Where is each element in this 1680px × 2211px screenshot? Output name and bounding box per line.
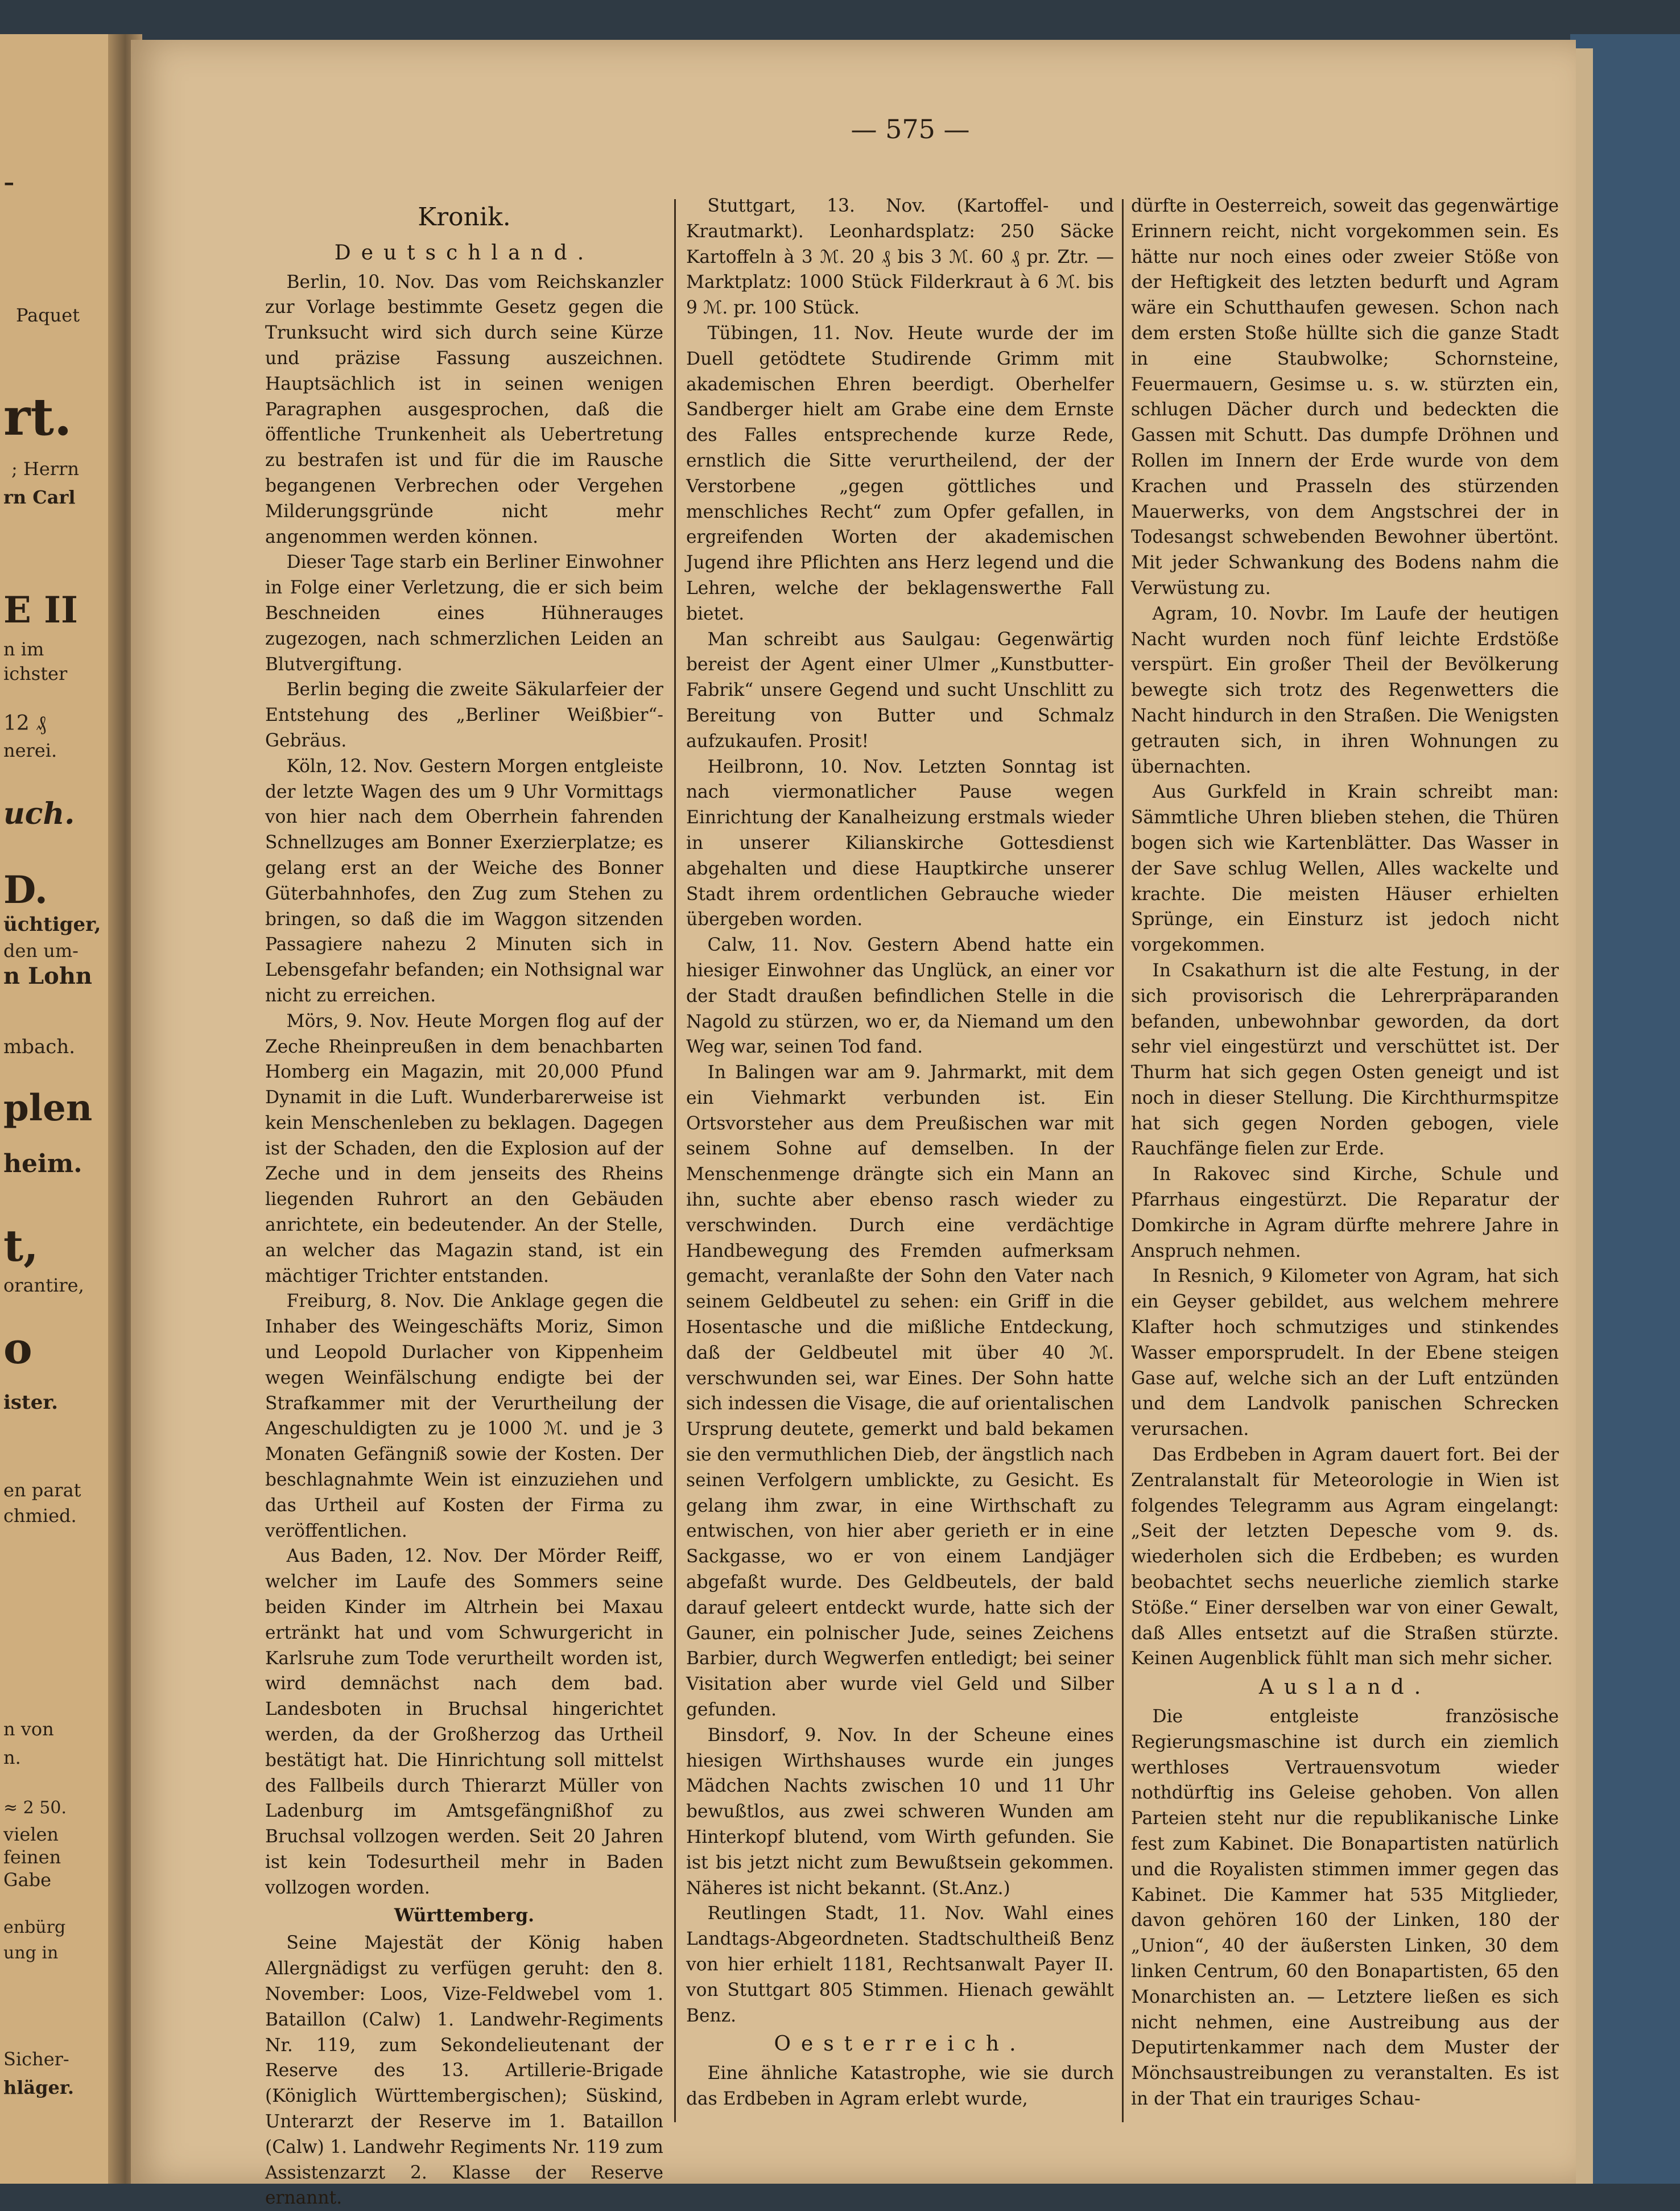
left-page-fragment <box>0 34 121 2184</box>
left-fragment-11: D. <box>3 868 48 912</box>
left-fragment-23: chmied. <box>3 1505 77 1527</box>
left-fragment-27: vielen <box>3 1824 59 1845</box>
article: In Resnich, 9 Kilometer von Agram, hat sich ein Geyser gebildet, aus welchem mehrere Klafter hoch schmutziges und stinkendes Wasser emporsprudelt. In der Ebene steigen Gase auf, welche sich an der Luft entzünden und dem Landvolk panischen Schrecken verursachen. <box>1131 1266 1559 1440</box>
article: Berlin, 10. Nov. Das vom Reichskanzler zur Vorlage bestimmte Gesetz gegen die Trunksucht wird sich durch seine Kürze und präzise Fassung auszeichnen. Hauptsächlich ist in seinen wenigen Paragraphen ausgesprochen, daß die öffentliche Trunkenheit als Uebertretung zu bestrafen ist und für die im Rausche begangenen Verbrechen oder Vergehen Milderungsgründe nicht mehr angenommen werden können. <box>265 271 663 547</box>
article: Mörs, 9. Nov. Heute Morgen flog auf der Zeche Rheinpreußen in dem benachbarten Homberg ein Magazin, mit 20,000 Pfund Dynamit in die Luft. Wunderbarerweise ist kein Menschenleben zu beklagen. Dagegen ist der Schaden, den die Explosion auf der Zeche und in dem jenseits des Rheins liegenden Ruhrort an den Gebäuden anrichtete, ein bedeutender. An der Stelle, an welcher das Magazin stand, ist ein mächtiger Trichter entstanden. <box>265 1010 663 1286</box>
left-fragment-13: den um- <box>3 940 79 962</box>
article: In Rakovec sind Kirche, Schule und Pfarrhaus eingestürzt. Die Reparatur der Domkirche in Agram dürfte mehrere Jahre in Anspruch nehmen. <box>1131 1164 1559 1261</box>
left-fragment-5: E II <box>3 589 78 632</box>
left-fragment-17: heim. <box>3 1149 82 1178</box>
left-fragment-31: ung in <box>3 1943 59 1963</box>
section-deutschland: Deutschland. <box>334 241 595 265</box>
article: Aus Gurkfeld in Krain schreibt man: Sämmtliche Uhren blieben stehen, die Thüren bogen sich wie Kartenblätter. Das Wasser in der Save schlug Wellen, Alles wackelte und krachte. Die meisten Häuser erhielten Sprünge, ein Einsturz ist jedoch nicht vorgekommen. <box>1131 782 1559 956</box>
left-fragment-9: nerei. <box>3 740 57 761</box>
article: Heilbronn, 10. Nov. Letzten Sonntag ist nach viermonatlicher Pause wegen Einrichtung der Kanalheizung erstmals wieder in unserer Kilianskirche Gottesdienst abgehalten und diese Hauptkirche unserer Stadt ihrem ordentlichen Gebrauche wieder übergeben worden. <box>686 756 1114 930</box>
article: Agram, 10. Novbr. Im Laufe der heutigen Nacht wurden noch fünf leichte Erdstöße verspürt. Ein großer Theil der Bevölkerung bewegte sich trotz des Regenwetters die Nacht hindurch in den Straßen. Die Wenigsten getrauten sich, in ihren Wohnungen zu übernachten. <box>1131 603 1559 777</box>
page-number: — 575 — <box>851 114 970 145</box>
article: Tübingen, 11. Nov. Heute wurde der im Duell getödtete Studirende Grimm mit akademischen Ehren beerdigt. Oberhelfer Sandberger hielt am Grabe eine dem Ernste des Falles entsprechende kurze Rede, ernstlich die Sitte verurtheilend, der der Verstorbene „gegen göttliches und menschliches Recht“ zum Opfer gefallen, in ergreifenden Worten der akademischen Jugend ihre Pflichten ans Herz legend und die Lehren, welche der beklagenswerthe Fall bietet. <box>686 323 1114 624</box>
left-fragment-25: n. <box>3 1747 21 1768</box>
section-ausland: Ausland. <box>1258 1676 1431 1700</box>
article: Binsdorf, 9. Nov. In der Scheune eines hiesigen Wirthshauses wurde ein junges Mädchen Nachts zwischen 10 und 11 Uhr bewußtlos, aus zwei schweren Wunden am Hinterkopf blutend, vom Wirth gefunden. Sie ist bis jetzt nicht zum Bewußtsein gekommen. Näheres ist nicht bekannt. (St.Anz.) <box>686 1725 1114 1899</box>
article: Calw, 11. Nov. Gestern Abend hatte ein hiesiger Einwohner das Unglück, an einer vor der Stadt draußen befindlichen Stelle in die Nagold zu stürzen, wo er, da Niemand um den Weg war, seinen Tod fand. <box>686 935 1114 1058</box>
column-rule-1 <box>674 199 676 2122</box>
article: Die entgleiste französische Regierungsmaschine ist durch ein ziemlich werthloses Vertrauensvotum wieder nothdürftig ins Geleise gehoben. Von allen Parteien steht nur die republikanische Linke fest zum Kabinet. Die Bonapartisten natürlich und die Royalisten stimmen immer gegen das Kabinet. Die Kammer hat 535 Mitglieder, davon gehören 160 der Linken, 180 der „Union“, 40 der äußersten Linken, 30 dem linken Centrum, 60 den Bonapartisten, 65 den Monarchisten an. — Letztere ließen es sich nicht nehmen, eine Austreibung aus der Deputirtenkammer nach dem Muster der Mönchsaustreibungen zu veranstalten. Es ist in der That ein trauriges Schau- <box>1131 1706 1559 2109</box>
left-fragment-30: enbürg <box>3 1917 66 1937</box>
left-fragment-33: hläger. <box>3 2077 74 2098</box>
article: Freiburg, 8. Nov. Die Anklage gegen die Inhaber des Weingeschäfts Moriz, Simon und Leopold Durlacher von Kippenheim wegen Weinfälschung endigte bei der Strafkammer mit der Verurtheilung der Angeschuldigten zu je 1000 ℳ. und je 3 Monaten Gefängniß sowie der Kosten. Der beschlagnahmte Wein ist einzuziehen und das Urtheil auf Kosten der Firma zu veröffentlichen. <box>265 1291 663 1541</box>
column-rule-2 <box>1122 199 1124 2122</box>
left-fragment-14: n Lohn <box>3 963 92 989</box>
left-fragment-24: n von <box>3 1718 54 1740</box>
article: Dieser Tage starb ein Berliner Einwohner in Folge einer Verletzung, die er sich beim Beschneiden eines Hühnerauges zugezogen, nach schmerzlichen Leiden an Blutvergiftung. <box>265 552 663 675</box>
left-fragment-0: - <box>3 162 15 201</box>
article: Eine ähnliche Katastrophe, wie sie durch das Erdbeben in Agram erlebt wurde, <box>686 2063 1114 2109</box>
left-fragment-22: en parat <box>3 1479 81 1501</box>
article: In Balingen war am 9. Jahrmarkt, mit dem ein Viehmarkt verbunden ist. Ein Ortsvorsteher aus dem Preußischen war mit seinem Sohne auf demselben. In der Menschenmenge drängte sich ein Mann an ihn, suchte aber ebenso rasch wieder zu verschwinden. Durch eine verdächtige Handbewegung des Fremden aufmerksam gemacht, veranlaßte der Sohn den Vater nach seinem Geldbeutel zu sehen: ein Griff in die Hosentasche und die mißliche Entdeckung, daß der Geldbeutel mit über 40 ℳ. verschwunden sei, war Eines. Der Sohn hatte sich indessen die Visage, die auf orientalischen Ursprung deutete, gemerkt und bald bekamen sie den vermuthlichen Dieb, der ängstlich nach seinen Verfolgern umblickte, zu Gesicht. Es gelang ihm zwar, in eine Wirthschaft zu entwischen, von hier aber gerieth er in eine Sackgasse, wo er von einem Landjäger abgefaßt wurde. Des Geldbeutels, der bald darauf geleert entdeckt wurde, hatte sich der Gauner, ein polnischer Jude, seines Zeichens Barbier, durch Wegwerfen entledigt; bei seiner Visitation aber wurde viel Geld und Silber gefunden. <box>686 1062 1114 1721</box>
left-fragment-18: t, <box>3 1220 39 1271</box>
article: In Csakathurn ist die alte Festung, in der sich provisorisch die Lehrerpräparanden befanden, unbewohnbar geworden, da dort sehr viel eingestürzt und verschüttet ist. Der Thurm hat sich gegen Osten geneigt und ist noch in dieser Stellung. Die Kirchthurmspitze hat sich gegen Norden gebogen, viele Rauchfänge fielen zur Erde. <box>1131 960 1559 1160</box>
page-edge <box>1576 48 1593 2184</box>
left-fragment-29: Gabe <box>3 1869 52 1891</box>
left-fragment-20: o <box>3 1323 32 1373</box>
article: dürfte in Oesterreich, soweit das gegenwärtige Erinnern reicht, nicht vorgekommen sein. Es hätte nur noch eines oder zweier Stöße von der Heftigkeit des letzten bedurft und Agram wäre ein Schutthaufen gewesen. Schon nach dem ersten Stoße hüllte sich die ganze Stadt in eine Staubwolke; Schornsteine, Feuermauern, Gesimse u. s. w. stürzten ein, schlugen Dächer durch und bedeckten die Gassen mit Schutt. Das dumpfe Dröhnen und Rollen im Innern der Erde wurde von dem Krachen und Prasseln des stürzenden Mauerwerks, von dem Angstschrei der in Todesangst schwebenden Bewohner übertönt. Mit jeder Schwankung des Bodens nahm die Verwüstung zu. <box>1131 196 1559 599</box>
section-oesterreich: Oesterreich. <box>774 2032 1026 2056</box>
article: Seine Majestät der König haben Allergnädigst zu verfügen geruht: den 8. November: Loos, Vize-Feldwebel vom 1. Bataillon (Calw) 1. Landwehr-Regiments Nr. 119, zum Sekondelieutenant der Reserve des 13. Artillerie-Brigade (Königlich Württembergischen); Süskind, Unterarzt der Reserve im 1. Bataillon (Calw) 1. Landwehr Regiments Nr. 119 zum Assistenzarzt 2. Klasse der Reserve ernannt. <box>265 1933 663 2209</box>
column-2 <box>686 193 1114 2112</box>
left-fragment-7: ichster <box>3 663 68 684</box>
left-fragment-21: ister. <box>3 1391 59 1414</box>
left-fragment-1: Paquet <box>16 304 80 326</box>
left-fragment-4: rn Carl <box>3 486 76 508</box>
left-fragment-10: uch. <box>3 797 75 831</box>
article: Berlin beging die zweite Säkularfeier der Entstehung des „Berliner Weißbier“-Gebräus. <box>265 679 663 751</box>
column-1 <box>265 205 663 2211</box>
left-fragment-2: rt. <box>3 387 72 447</box>
chronik-heading: Kronik. <box>418 203 511 232</box>
left-fragment-12: üchtiger, <box>3 913 101 936</box>
article: Das Erdbeben in Agram dauert fort. Bei der Zentralanstalt für Meteorologie in Wien ist folgendes Telegramm aus Agram eingelangt: „Seit der letzten Depesche vom 9. ds. wiederholen sich die Erdbeben; es wurden beobachtet sechs neuerliche ziemlich starke Stöße.“ Einer derselben war von einer Gewalt, daß Alles entsetzt auf die Straßen stürzte. Keinen Augenblick fühlt man sich mehr sicher. <box>1131 1445 1559 1669</box>
section-wuerttemberg: Württemberg. <box>394 1905 535 1926</box>
left-fragment-8: 12 ₰ <box>3 712 47 735</box>
left-fragment-6: n im <box>3 638 44 660</box>
article: Reutlingen Stadt, 11. Nov. Wahl eines Landtags-Abgeordneten. Stadtschultheiß Benz von hier erhielt 1181, Rechtsanwalt Payer II. von Stuttgart 805 Stimmen. Hienach gewählt Benz. <box>686 1903 1114 2026</box>
article: Man schreibt aus Saulgau: Gegenwärtig bereist der Agent einer Ulmer „Kunstbutter-Fabrik“ unsere Gegend und sucht Unschlitt zu Bereitung von Butter und Schmalz aufzukaufen. Prosit! <box>686 629 1114 752</box>
left-fragment-3: ; Herrn <box>11 458 79 480</box>
left-fragment-15: mbach. <box>3 1036 76 1058</box>
newspaper-page <box>131 40 1576 2209</box>
article: Stuttgart, 13. Nov. (Kartoffel- und Krautmarkt). Leonhardsplatz: 250 Säcke Kartoffeln à 3 ℳ. 20 ₰ bis 3 ℳ. 60 ₰ pr. Ztr. — Marktplatz: 1000 Stück Filderkraut à 6 ℳ. bis 9 ℳ. pr. 100 Stück. <box>686 196 1114 319</box>
left-fragment-19: orantire, <box>3 1274 84 1296</box>
article: Aus Baden, 12. Nov. Der Mörder Reiff, welcher im Laufe des Sommers seine beiden Kinder im Altrhein bei Maxau ertränkt hat und vom Schwurgericht in Karlsruhe zum Tode verurtheilt worden ist, wird demnächst nach dem bad. Landesboten in Bruchsal hingerichtet werden, da der Großherzog das Urtheil bestätigt hat. Die Hinrichtung soll mittelst des Fallbeils durch Thierarzt Müller von Ladenburg im Amtsgefängnißhof zu Bruchsal vollzogen werden. Seit 20 Jahren ist kein Todesurtheil mehr in Baden vollzogen worden. <box>265 1546 663 1898</box>
left-fragment-28: feinen <box>3 1846 61 1868</box>
left-fragment-26: ≈ 2 50. <box>3 1798 67 1818</box>
column-3 <box>1131 193 1559 2112</box>
article: Köln, 12. Nov. Gestern Morgen entgleiste der letzte Wagen des um 9 Uhr Vormittags von hier nach dem Oberrhein fahrenden Schnellzuges am Bonner Exerzierplatze; es gelang erst an der Weiche des Bonner Güterbahnhofes, den Zug zum Stehen zu bringen, so daß die im Waggon sitzenden Passagiere nahezu 2 Minuten sich in Lebensgefahr befanden; ein Nothsignal war nicht zu erreichen. <box>265 756 663 1006</box>
left-fragment-16: plen <box>3 1087 93 1129</box>
left-fragment-32: Sicher- <box>3 2048 69 2070</box>
